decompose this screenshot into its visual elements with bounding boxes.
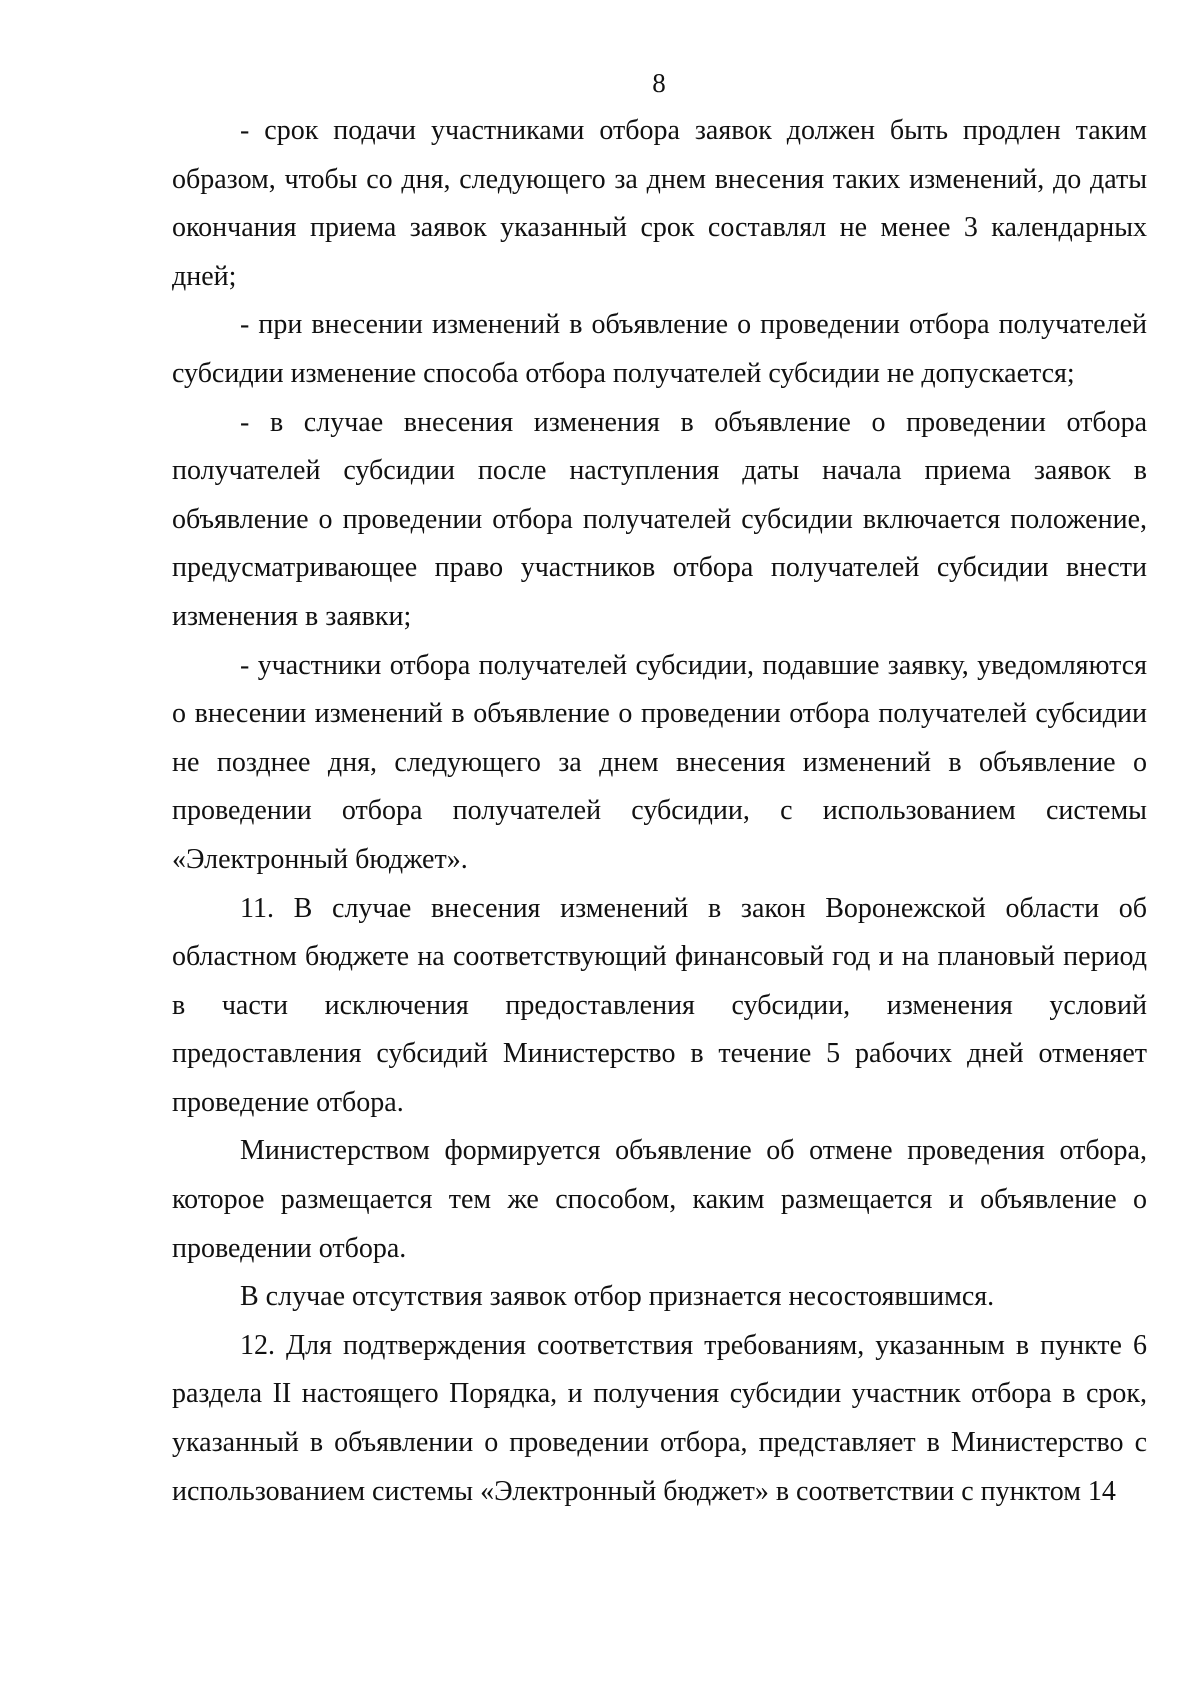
paragraph-item-11: 11. В случае внесения изменений в закон Воронежской области об областном бюджете на соответствующий финансовый год и на плановый период в части исключения предоставления субсидии, изменения условий предоставления субсидий Министерство в течение 5 рабочих дней отменяет проведение отбора. <box>172 892 1147 1118</box>
page-number: 8 <box>652 68 666 98</box>
paragraph-no-applications: В случае отсутствия заявок отбор признается несостоявшимся. <box>240 1281 995 1313</box>
paragraph-deadline-extension: - срок подачи участниками отбора заявок должен быть продлен таким образом, чтобы со дня, следующего за днем внесения таких изменений, до даты окончания приема заявок указанный срок составлял не менее 3 календарных дней; <box>172 115 1147 292</box>
paragraph-selection-method: - при внесении изменений в объявление о проведении отбора получателей субсидии изменение способа отбора получателей субсидии не допускается; <box>172 309 1147 389</box>
document-body <box>172 107 1147 1516</box>
paragraph-item-12: 12. Для подтверждения соответствия требованиям, указанным в пункте 6 раздела II настоящего Порядка, и получения субсидии участник отбора в срок, указанный в объявлении о проведении отбора, представляет в Министерство с использованием системы «Электронный бюджет» в соответствии с пунктом 14 <box>172 1329 1147 1507</box>
paragraph-participant-notification: - участники отбора получателей субсидии, подавшие заявку, уведомляются о внесении изменений в объявление о проведении отбора получателей субсидии не позднее дня, следующего за днем внесения изменений в объявление о проведении отбора получателей субсидии, с использованием системы «Электронный бюджет». <box>172 649 1147 875</box>
paragraph-application-changes: - в случае внесения изменения в объявление о проведении отбора получателей субсидии после наступления даты начала приема заявок в объявление о проведении отбора получателей субсидии включается положение, предусматривающее право участников отбора получателей субсидии внести изменения в заявки; <box>172 406 1147 632</box>
paragraph-cancellation-announcement: Министерством формируется объявление об отмене проведения отбора, которое размещается тем же способом, каким размещается и объявление о проведении отбора. <box>172 1135 1147 1264</box>
